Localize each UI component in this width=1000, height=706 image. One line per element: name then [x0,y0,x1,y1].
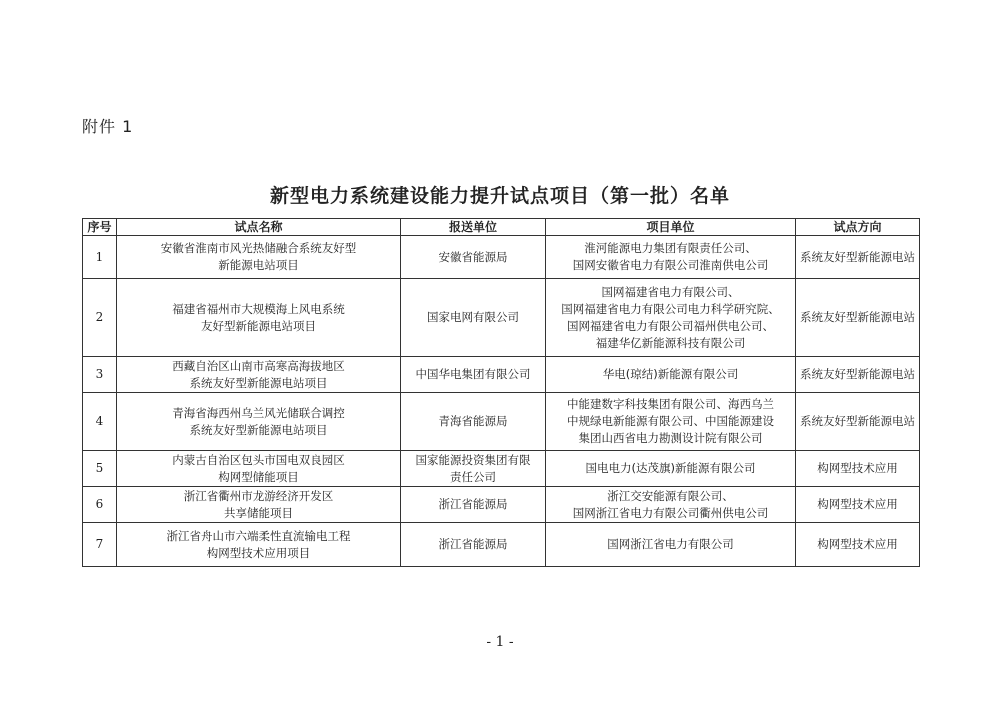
row-project-unit: 淮河能源电力集团有限责任公司、 国网安徽省电力有限公司淮南供电公司 [546,236,796,279]
row-pilot-name: 浙江省舟山市六端柔性直流输电工程 构网型技术应用项目 [117,523,401,567]
row-index: 1 [83,236,117,279]
document-title: 新型电力系统建设能力提升试点项目（第一批）名单 [269,185,730,207]
table-header-row [83,219,920,236]
header-submitting-unit: 报送单位 [401,219,546,236]
row-index: 4 [83,393,117,451]
row-index: 6 [83,487,117,523]
row-index: 2 [83,279,117,357]
row-pilot-name: 内蒙古自治区包头市国电双良园区 构网型储能项目 [117,451,401,487]
row-index: 3 [83,357,117,393]
row-pilot-direction: 系统友好型新能源电站 [796,279,920,357]
row-project-unit: 国网福建省电力有限公司、 国网福建省电力有限公司电力科学研究院、 国网福建省电力有限公司福州供电公司、 福建华亿新能源科技有限公司 [546,279,796,357]
table-row [83,523,920,567]
row-project-unit: 中能建数字科技集团有限公司、海西乌兰 中规绿电新能源有限公司、中国能源建设 集团山西省电力勘测设计院有限公司 [546,393,796,451]
row-pilot-name: 西藏自治区山南市高寒高海拔地区 系统友好型新能源电站项目 [117,357,401,393]
row-submitting-unit: 安徽省能源局 [401,236,546,279]
row-submitting-unit: 浙江省能源局 [401,487,546,523]
row-pilot-direction: 构网型技术应用 [796,451,920,487]
row-pilot-name: 安徽省淮南市风光热储融合系统友好型 新能源电站项目 [117,236,401,279]
row-submitting-unit: 青海省能源局 [401,393,546,451]
page-number: - 1 - [486,634,514,650]
header-pilot-name: 试点名称 [117,219,401,236]
row-pilot-direction: 构网型技术应用 [796,523,920,567]
row-project-unit: 华电(琼结)新能源有限公司 [546,357,796,393]
row-pilot-name: 青海省海西州乌兰风光储联合调控 系统友好型新能源电站项目 [117,393,401,451]
row-index: 7 [83,523,117,567]
row-pilot-direction: 系统友好型新能源电站 [796,357,920,393]
row-project-unit: 国电电力(达茂旗)新能源有限公司 [546,451,796,487]
table-row [83,279,920,357]
row-submitting-unit: 中国华电集团有限公司 [401,357,546,393]
row-pilot-direction: 系统友好型新能源电站 [796,236,920,279]
row-project-unit: 国网浙江省电力有限公司 [546,523,796,567]
table-row [83,236,920,279]
row-submitting-unit: 国家能源投资集团有限 责任公司 [401,451,546,487]
attachment-label: 附件 1 [82,117,134,136]
row-pilot-direction: 系统友好型新能源电站 [796,393,920,451]
header-index: 序号 [83,219,117,236]
header-project-unit: 项目单位 [546,219,796,236]
row-submitting-unit: 浙江省能源局 [401,523,546,567]
header-pilot-direction: 试点方向 [796,219,920,236]
row-submitting-unit: 国家电网有限公司 [401,279,546,357]
row-pilot-name: 浙江省衢州市龙游经济开发区 共享储能项目 [117,487,401,523]
table-row [83,393,920,451]
pilot-project-table [82,218,920,567]
row-project-unit: 浙江交安能源有限公司、 国网浙江省电力有限公司衢州供电公司 [546,487,796,523]
table-row [83,357,920,393]
row-pilot-name: 福建省福州市大规模海上风电系统 友好型新能源电站项目 [117,279,401,357]
table-row [83,487,920,523]
row-pilot-direction: 构网型技术应用 [796,487,920,523]
table-row [83,451,920,487]
row-index: 5 [83,451,117,487]
